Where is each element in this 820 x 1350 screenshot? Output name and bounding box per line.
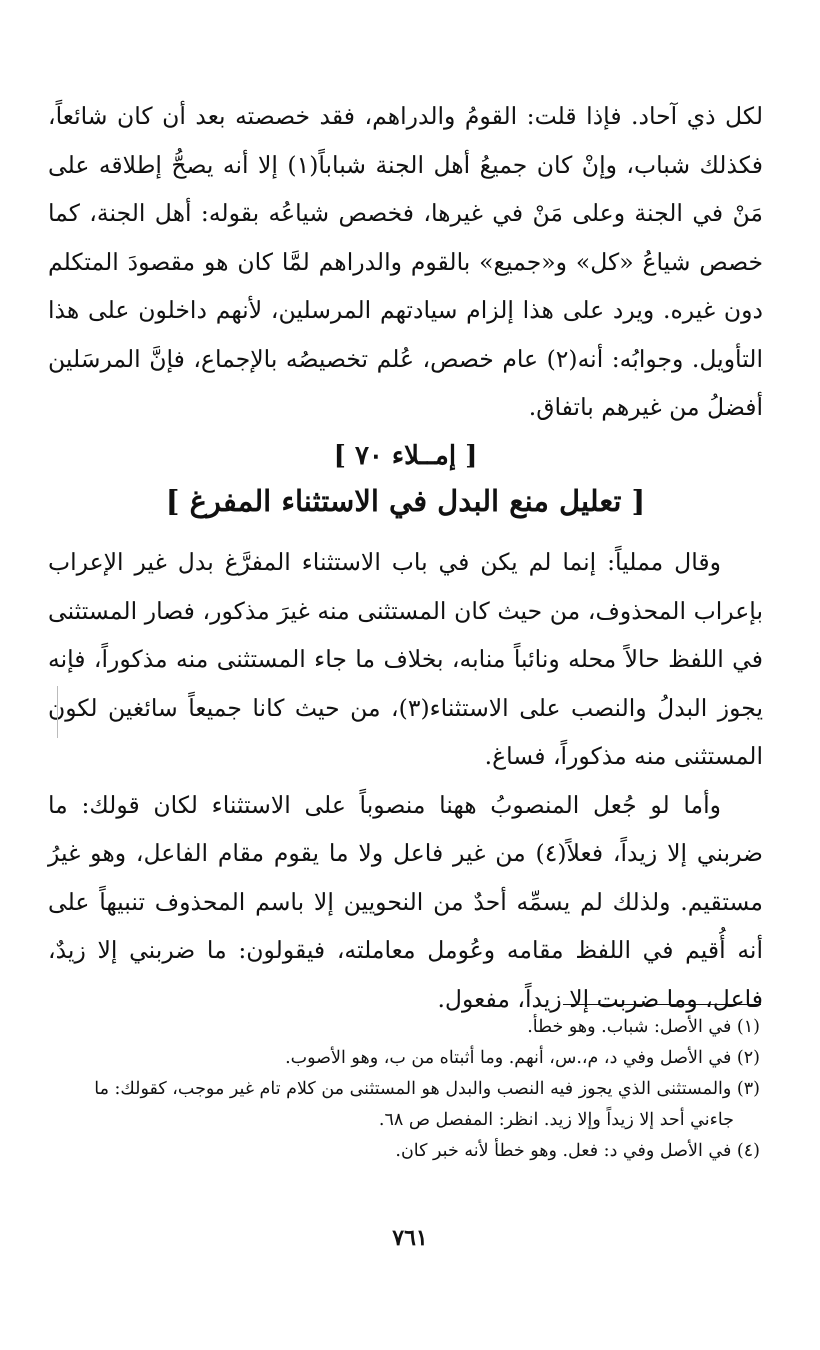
- body-upper-text: [48, 92, 763, 432]
- footnote-2: (٢) في الأصل وفي د، م،.س، أنهم. وما أثبتاه من ب، وهو الأصوب.: [285, 1048, 760, 1068]
- footnote-separator: [563, 1004, 761, 1005]
- paragraph-argument: وأما لو جُعل المنصوبُ ههنا منصوباً على الاستثناء لكان قولك: ما ضربني إلا زيداً، فعلاً(٤) من غير فاعل ولا ما يقوم مقام الفاعل، وهو غيرُ مستقيم. ولذلك لم يسمِّه أحدٌ من النحويين إلا باسم المحذوف تنبيهاً على أنه أُقيم في اللفظ مقامه وعُومل معاملته، فيقولون: ما ضربني إلا زيدٌ، فاعل، وما ضربت إلا زيداً، مفعول.: [48, 790, 763, 1013]
- paragraph-dictation: وقال مملياً: إنما لم يكن في باب الاستثناء المفرَّغ بدل غير الإعراب بإعراب المحذوف، من حيث كان المستثنى منه غيرَ مذكور، فصار المستثنى في اللفظ حالاً محله ونائباً منابه، بخلاف ما جاء المستثنى منه مذكوراً، فإنه يجوز البدلُ والنصب على الاستثناء(٣)، من حيث كانا جميعاً سائغين لكون المستثنى منه مذكوراً، فساغ.: [48, 548, 763, 770]
- footnote-3: (٣) والمستثنى الذي يجوز فيه النصب والبدل هو المستثنى من كلام تام غير موجب، كقولك: ما: [94, 1079, 760, 1099]
- paragraph-continuation: لكل ذي آحاد. فإذا قلت: القومُ والدراهم، فقد خصصته بعد أن كان شائعاً، فكذلك شباب، وإنْ كان جميعُ أهل الجنة شباباً(١) إلا أنه يصحُّ إطلاقه على مَنْ في الجنة وعلى مَنْ في غيرها، فخصص شياعُه بقوله: أهل الجنة، كما خصص شياعُ «كل» و«جميع» بالقوم والدراهم لمَّا كان هو مقصودَ المتكلم دون غيره. ويرد على هذا إلزام سيادتهم المرسلين، لأنهم داخلون على هذا التأويل. وجوابُه: أنه(٢) عام خصص، عُلم تخصيصُه بالإجماع، فإنَّ المرسَلين أفضلُ من غيرهم باتفاق.: [48, 102, 763, 421]
- page-number: ٧٦١: [392, 1225, 428, 1251]
- section-title: [ تعليل منع البدل في الاستثناء المفرغ ]: [165, 484, 646, 518]
- footnote-3-continuation: جاءني أحد إلا زيداً وإلا زيد. انظر: المفصل ص ٦٨.: [378, 1110, 734, 1130]
- dictation-heading: [ إمــلاء ٧٠ ]: [333, 441, 478, 471]
- footnote-4: (٤) في الأصل وفي د: فعل. وهو خطأ لأنه خبر كان.: [395, 1141, 760, 1161]
- footnote-1: (١) في الأصل: شباب. وهو خطأ.: [527, 1017, 760, 1037]
- margin-mark: [57, 686, 58, 738]
- body-lower-text: [48, 538, 763, 1023]
- footnotes: [48, 1012, 760, 1167]
